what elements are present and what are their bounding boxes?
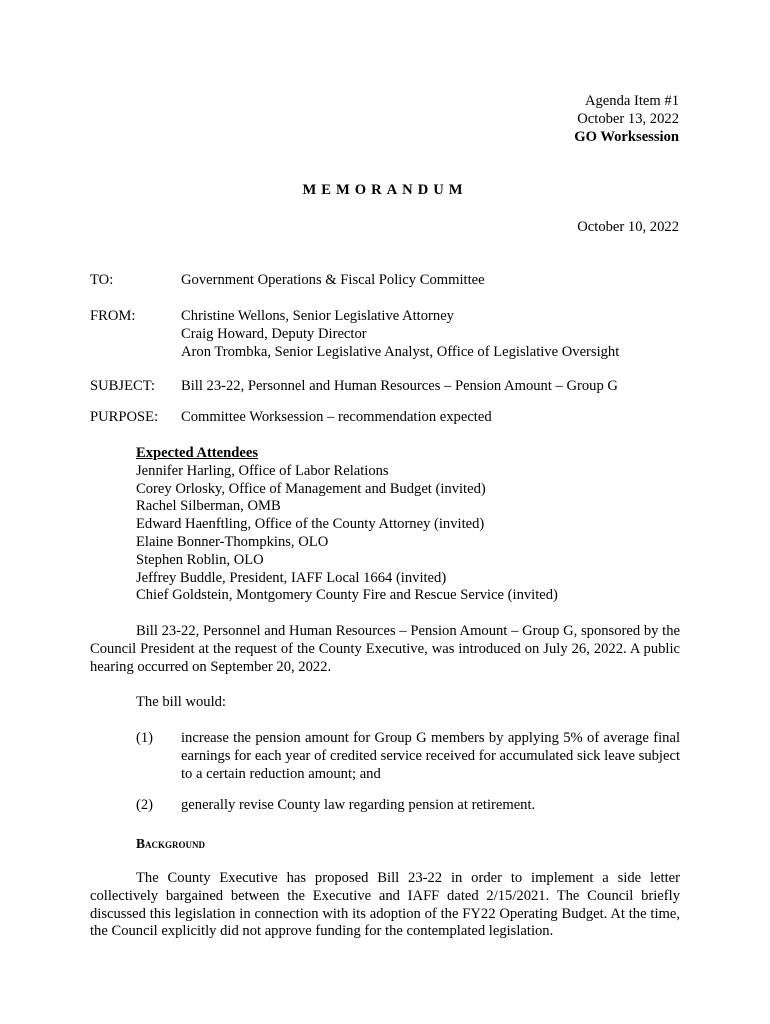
from-value: Craig Howard, Deputy Director — [181, 325, 367, 342]
subject-row — [90, 378, 680, 396]
attendee: Rachel Silberman, OMB — [136, 498, 281, 515]
from-value: Christine Wellons, Senior Legislative Attorney — [181, 308, 454, 324]
purpose-label: PURPOSE: — [90, 409, 159, 425]
bill-would-text: The bill would: — [136, 694, 226, 710]
from-value: Aron Trombka, Senior Legislative Analyst, Office of Legislative Oversight — [181, 343, 620, 360]
memo-title: MEMORANDUM — [302, 182, 468, 198]
attendee: Corey Orlosky, Office of Management and Budget (invited) — [136, 480, 486, 497]
attendees-heading: Expected Attendees — [136, 445, 259, 461]
intro-paragraph: Bill 23-22, Personnel and Human Resources – Pension Amount – Group G, sponsored by the Council President at the request of the County Executive, was introduced on July 26, 2022. A public hearing occurred on September 20, 2022. — [90, 623, 680, 675]
purpose-row — [90, 409, 680, 427]
from-row — [90, 308, 680, 361]
attendee: Jennifer Harling, Office of Labor Relations — [136, 462, 389, 479]
header-block — [574, 93, 679, 146]
attendee: Elaine Bonner-Thompkins, OLO — [136, 533, 329, 550]
to-value: Government Operations & Fiscal Policy Committee — [181, 272, 485, 288]
to-row — [90, 272, 680, 290]
background-paragraph: The County Executive has proposed Bill 23-22 in order to implement a side letter collectively bargained between the Executive and IAFF dated 2/15/2021. The Council briefly discussed this legislation in connection with its adoption of the FY22 Operating Budget. At the time, the Council explicitly did not approve funding for the contemplated legislation. — [90, 870, 680, 940]
list-item — [136, 730, 680, 783]
list-item — [136, 797, 680, 815]
attendee: Stephen Roblin, OLO — [136, 551, 264, 568]
background-heading: Background — [136, 836, 206, 851]
meeting-date: October 13, 2022 — [577, 110, 679, 127]
agenda-item: Agenda Item #1 — [584, 93, 679, 109]
from-label: FROM: — [90, 308, 136, 324]
subject-label: SUBJECT: — [90, 378, 155, 394]
attendees-block — [136, 445, 558, 605]
subject-value: Bill 23-22, Personnel and Human Resources – Pension Amount – Group G — [181, 378, 618, 394]
attendee: Edward Haenftling, Office of the County Attorney (invited) — [136, 516, 485, 533]
attendee: Chief Goldstein, Montgomery County Fire and Rescue Service (invited) — [136, 587, 558, 604]
purpose-value: Committee Worksession – recommendation expected — [181, 409, 492, 425]
session-name: GO Worksession — [574, 128, 679, 145]
attendee: Jeffrey Buddle, President, IAFF Local 1664 (invited) — [136, 569, 447, 586]
list-item-text: increase the pension amount for Group G members by applying 5% of average final earnings for each year of credited service received for accumulated sick leave subject to a certain reduction amount; and — [181, 730, 680, 782]
list-item-number: (2) — [136, 797, 154, 813]
to-label: TO: — [90, 272, 114, 288]
list-item-number: (1) — [136, 730, 154, 746]
list-item-text: generally revise County law regarding pension at retirement. — [181, 797, 536, 813]
memo-date: October 10, 2022 — [577, 219, 679, 235]
